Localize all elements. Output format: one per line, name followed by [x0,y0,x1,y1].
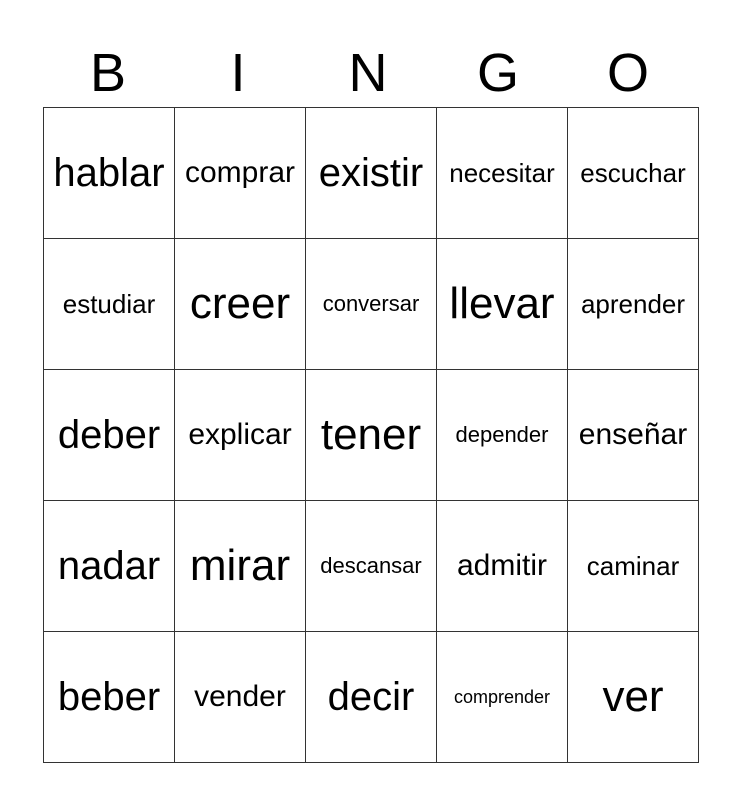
bingo-board [43,107,699,763]
bingo-cell[interactable]: aprender [568,239,699,370]
bingo-cell[interactable]: enseñar [568,370,699,501]
bingo-cell[interactable]: ver [568,632,699,763]
bingo-cell[interactable]: admitir [437,501,568,632]
bingo-cell[interactable]: necesitar [437,108,568,239]
board-row [44,108,699,239]
bingo-cell[interactable]: deber [44,370,175,501]
bingo-cell[interactable]: descansar [306,501,437,632]
board-row [44,632,699,763]
bingo-cell[interactable]: conversar [306,239,437,370]
board-row [44,239,699,370]
bingo-header [43,38,693,108]
bingo-cell[interactable]: beber [44,632,175,763]
bingo-cell[interactable]: existir [306,108,437,239]
board-row [44,501,699,632]
header-letter-g: G [476,43,519,103]
bingo-cell[interactable]: comprender [437,632,568,763]
bingo-cell[interactable]: comprar [175,108,306,239]
bingo-cell[interactable]: vender [175,632,306,763]
header-letter-n: N [348,43,388,103]
bingo-cell[interactable]: llevar [437,239,568,370]
bingo-cell[interactable]: mirar [175,501,306,632]
bingo-cell[interactable]: nadar [44,501,175,632]
header-letter-i: I [230,43,246,103]
header-letter-b: B [89,43,127,103]
bingo-cell[interactable]: creer [175,239,306,370]
bingo-cell[interactable]: hablar [44,108,175,239]
board-row [44,370,699,501]
bingo-cell[interactable]: explicar [175,370,306,501]
bingo-cell[interactable]: estudiar [44,239,175,370]
bingo-cell[interactable]: depender [437,370,568,501]
bingo-cell[interactable]: caminar [568,501,699,632]
bingo-cell[interactable]: tener [306,370,437,501]
bingo-cell[interactable]: escuchar [568,108,699,239]
header-letter-o: O [606,43,649,103]
bingo-cell[interactable]: decir [306,632,437,763]
